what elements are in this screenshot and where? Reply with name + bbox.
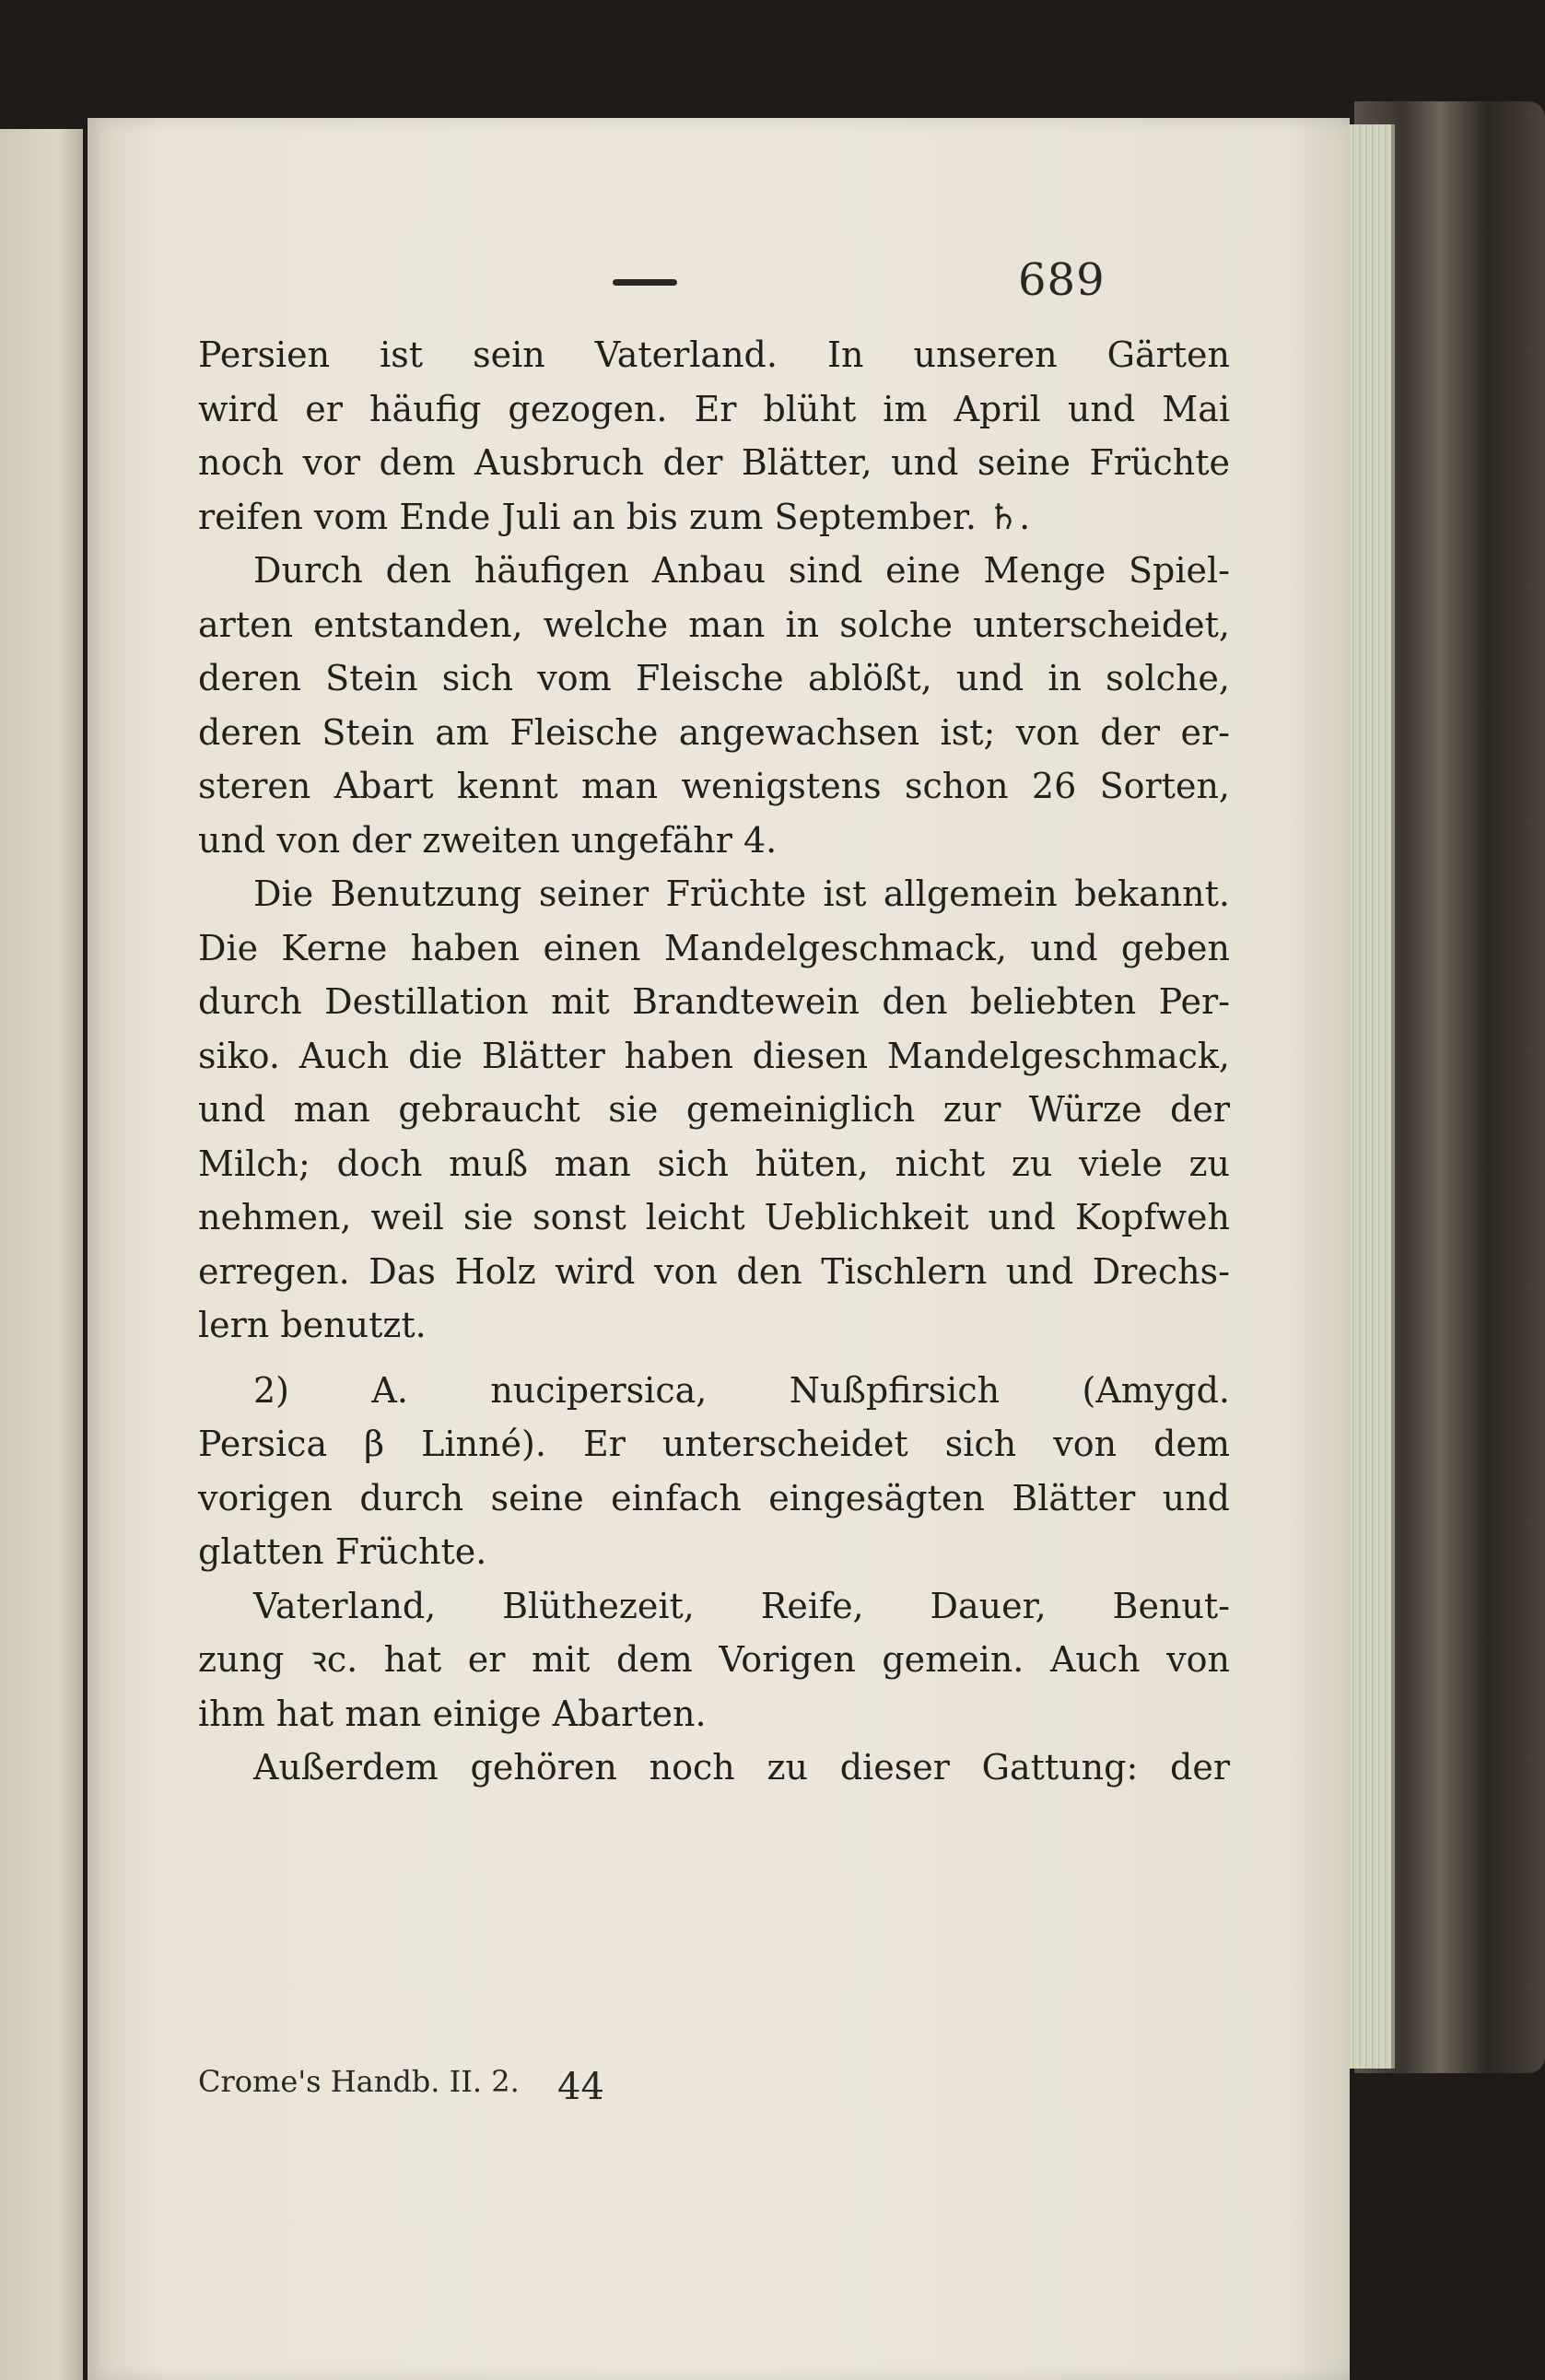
text-line: wird er häufig gezogen. Er blüht im April und Mai [198,388,1230,429]
text-line: Außerdem gehören noch zu dieser Gattung: der [253,1747,1230,1788]
text-line: zung ꝛc. hat er mit dem Vorigen gemein. Auch von [198,1639,1230,1680]
left-page-edge [0,129,83,2380]
footer-signature: Crome's Handb. II. 2. [198,2064,520,2099]
text-line: und von der zweiten ungefähr 4. [198,819,778,861]
footer-sheet-number: 44 [557,2066,604,2108]
text-line: Durch den häufigen Anbau sind eine Menge Spiel- [253,550,1230,591]
text-line: Milch; doch muß man sich hüten, nicht zu viele zu [198,1143,1230,1184]
text-line: Persica β Linné). Er unterscheidet sich von dem [198,1424,1230,1464]
text-line: Die Benutzung seiner Früchte ist allgemein bekannt. [253,873,1230,914]
text-line: 2) A. nucipersica, Nußpfirsich (Amygd. [253,1369,1230,1411]
text-line: erregen. Das Holz wird von den Tischlern und Drechs- [198,1250,1230,1292]
text-line: lern benutzt. [198,1305,427,1345]
header-ornament-rule [613,279,677,286]
text-line: vorigen durch seine einfach eingesägten Blätter und [198,1477,1230,1518]
paragraph-gap [198,1353,1230,1364]
text-line: deren Stein am Fleische angewachsen ist; von der er- [198,711,1230,753]
text-line: siko. Auch die Blätter haben diesen Mandelgeschmack, [198,1035,1230,1076]
page-body [198,328,1230,1795]
text-line: Persien ist sein Vaterland. In unseren Gärten [198,334,1230,375]
text-line: noch vor dem Ausbruch der Blätter, und seine Früchte [198,442,1230,483]
text-line: durch Destillation mit Brandtewein den beliebten Per- [198,981,1230,1022]
text-line: deren Stein sich vom Fleische ablößt, und in solche, [198,658,1230,698]
text-line: reifen vom Ende Juli an bis zum September. ♄. [198,496,1031,537]
text-line: ihm hat man einige Abarten. [198,1693,707,1734]
text-line: Die Kerne haben einen Mandelgeschmack, und geben [198,927,1230,968]
text-line: steren Abart kennt man wenigstens schon 26 Sorten, [198,766,1230,806]
text-line: Vaterland, Blüthezeit, Reife, Dauer, Benut- [253,1585,1230,1626]
book-page [88,118,1350,2380]
text-line: arten entstanden, welche man in solche unterscheidet, [198,604,1230,645]
text-line: glatten Früchte. [198,1531,487,1572]
page-number: 689 [1018,254,1106,306]
text-line: nehmen, weil sie sonst leicht Ueblichkeit und Kopfweh [198,1197,1230,1237]
text-line: und man gebraucht sie gemeiniglich zur Würze der [198,1089,1230,1130]
